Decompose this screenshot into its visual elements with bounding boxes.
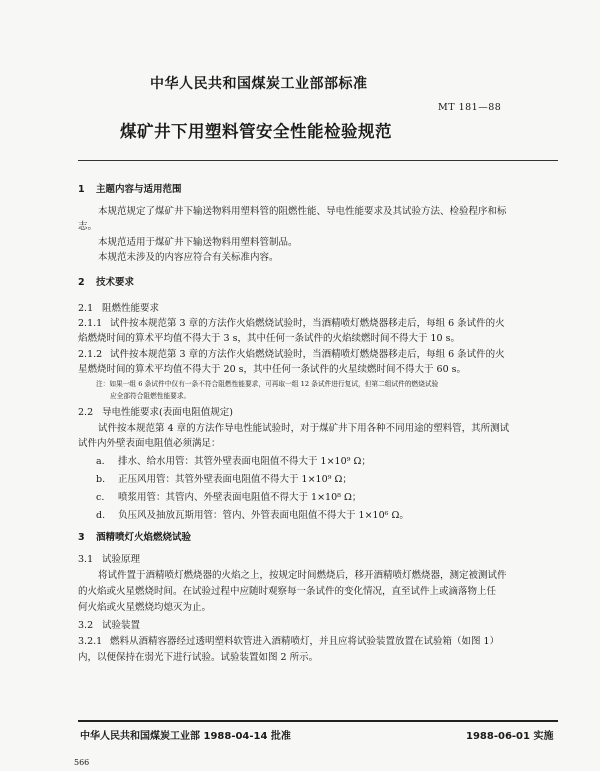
clause-3-2-1-number: 3.2.1 (78, 636, 103, 647)
list-item-a (96, 455, 371, 469)
list-item-b-text: 正压风用管：其管外壁表面电阻值不得大于 1×10⁹ Ω； (118, 474, 352, 485)
list-item-c (96, 491, 361, 505)
note-line-1: 注：如果一组 6 条试件中仅有一条不符合阻燃性能要求，可再取一组 12 条试件进行复试，但第二组试件的燃烧试验 (96, 380, 439, 388)
list-item-c-mark: c. (96, 492, 105, 503)
clause-2-1-number: 2.1 (78, 303, 94, 314)
clause-2-1-1-number: 2.1.1 (78, 318, 103, 329)
section-1-title: 主题内容与适用范围 (96, 184, 182, 195)
clause-2-1-2-number: 2.1.2 (78, 349, 103, 360)
clause-2-1-1-line-2: 焰燃烧时间的算术平均值不得大于 3 s，其中任何一条试件的火焰续燃时间不得大于 10 s。 (78, 333, 460, 344)
section-2-title: 技术要求 (96, 277, 135, 288)
implementation-date: 1988-06-01 实施 (466, 731, 554, 742)
section-1-number: 1 (78, 184, 85, 195)
list-item-d-text: 负压风及抽放瓦斯用管：管内、外管表面电阻值不得大于 1×10⁶ Ω。 (118, 510, 409, 521)
clause-2-1 (78, 302, 159, 316)
clause-3-2-1-line-2: 内，以便保持在弱光下进行试验。试验装置如图 2 所示。 (78, 652, 319, 663)
clause-3-1-line-3: 何火焰或火星燃烧均熄灭为止。 (78, 602, 212, 613)
clause-3-1 (78, 553, 140, 567)
clause-2-1-2-line-2: 星燃烧时间的算术平均值不得大于 20 s，其中任何一条试件的火星续燃时间不得大于 60 s。 (78, 364, 467, 375)
footer-divider (78, 720, 558, 722)
note-line-2: 应全部符合阻燃性能要求。 (110, 392, 191, 400)
clause-2-2-number: 2.2 (78, 407, 94, 418)
clause-3-1-line-2: 的火焰或火星燃烧时间。在试验过程中应随时观察每一条试件的变化情况，直至试件上或滴落物上任 (78, 586, 497, 597)
list-item-b-mark: b. (96, 474, 106, 485)
section-2-heading (78, 276, 134, 290)
list-item-b (96, 473, 352, 487)
section-2-number: 2 (78, 277, 85, 288)
page-number: 566 (74, 758, 90, 767)
clause-3-2-number: 3.2 (78, 620, 94, 631)
clause-2-1-1-line-1 (78, 317, 505, 331)
section-1-heading (78, 183, 182, 197)
list-item-d-mark: d. (96, 510, 106, 521)
list-item-a-text: 排水、给水用管：其管外壁表面电阻值不得大于 1×10⁹ Ω； (118, 456, 371, 467)
issuing-authority: 中华人民共和国煤炭工业部部标准 (150, 76, 368, 92)
clause-3-2 (78, 619, 140, 633)
list-item-c-text: 喷浆用管：其管内、外壁表面电阻值不得大于 1×10⁸ Ω； (118, 492, 362, 503)
standard-code: MT 181—88 (438, 102, 502, 113)
clause-2-2 (78, 406, 233, 420)
section-1-para-2: 本规范适用于煤矿井下输送物料用塑料管制品。 (98, 237, 298, 248)
list-item-a-mark: a. (96, 456, 105, 467)
clause-3-2-1-line-1 (78, 635, 499, 649)
clause-3-1-title: 试验原理 (102, 554, 141, 565)
clause-2-1-1-text: 试件按本规范第 3 章的方法作火焰燃烧试验时，当酒精喷灯燃烧器移走后，每组 6 条试件的火 (110, 318, 505, 329)
clause-2-1-title: 阻燃性能要求 (102, 303, 160, 314)
section-1-para-1-line-2: 志。 (78, 221, 98, 232)
approval-line: 中华人民共和国煤炭工业部 1988-04-14 批准 (80, 731, 291, 742)
section-3-number: 3 (78, 532, 85, 543)
clause-2-1-2-text: 试件按本规范第 3 章的方法作火焰燃烧试验时，当酒精喷灯燃烧器移走后，每组 6 条试件的火 (110, 349, 505, 360)
clause-3-2-title: 试验装置 (102, 620, 141, 631)
header-divider (78, 160, 558, 161)
section-3-heading (78, 531, 191, 545)
clause-3-1-line-1: 将试件置于酒精喷灯燃烧器的火焰之上，按规定时间燃烧后，移开酒精喷灯燃烧器，测定被测试件 (98, 570, 507, 581)
section-1-para-1-line-1: 本规范规定了煤矿井下输送物料用塑料管的阻燃性能、导电性能要求及其试验方法、检验程序和标 (98, 206, 507, 217)
clause-2-1-2-line-1 (78, 348, 505, 362)
section-1-para-3: 本规范未涉及的内容应符合有关标准内容。 (98, 252, 279, 263)
clause-3-2-1-text: 燃料从酒精容器经过透明塑料软管进入酒精喷灯，并且应将试验装置放置在试验箱（如图 1） (110, 636, 500, 647)
clause-2-2-line-1: 试件按本规范第 4 章的方法作导电性能试验时，对于煤矿井下用各种不同用途的塑料管，其所测试 (98, 423, 510, 434)
clause-2-2-line-2: 试件内外壁表面电阻值必须满足： (78, 438, 221, 449)
document-title: 煤矿井下用塑料管安全性能检验规范 (120, 122, 392, 141)
clause-2-2-title: 导电性能要求(表面电阻值规定) (102, 407, 233, 418)
section-3-title: 酒精喷灯火焰燃烧试验 (96, 532, 192, 543)
clause-3-1-number: 3.1 (78, 554, 94, 565)
list-item-d (96, 509, 409, 523)
